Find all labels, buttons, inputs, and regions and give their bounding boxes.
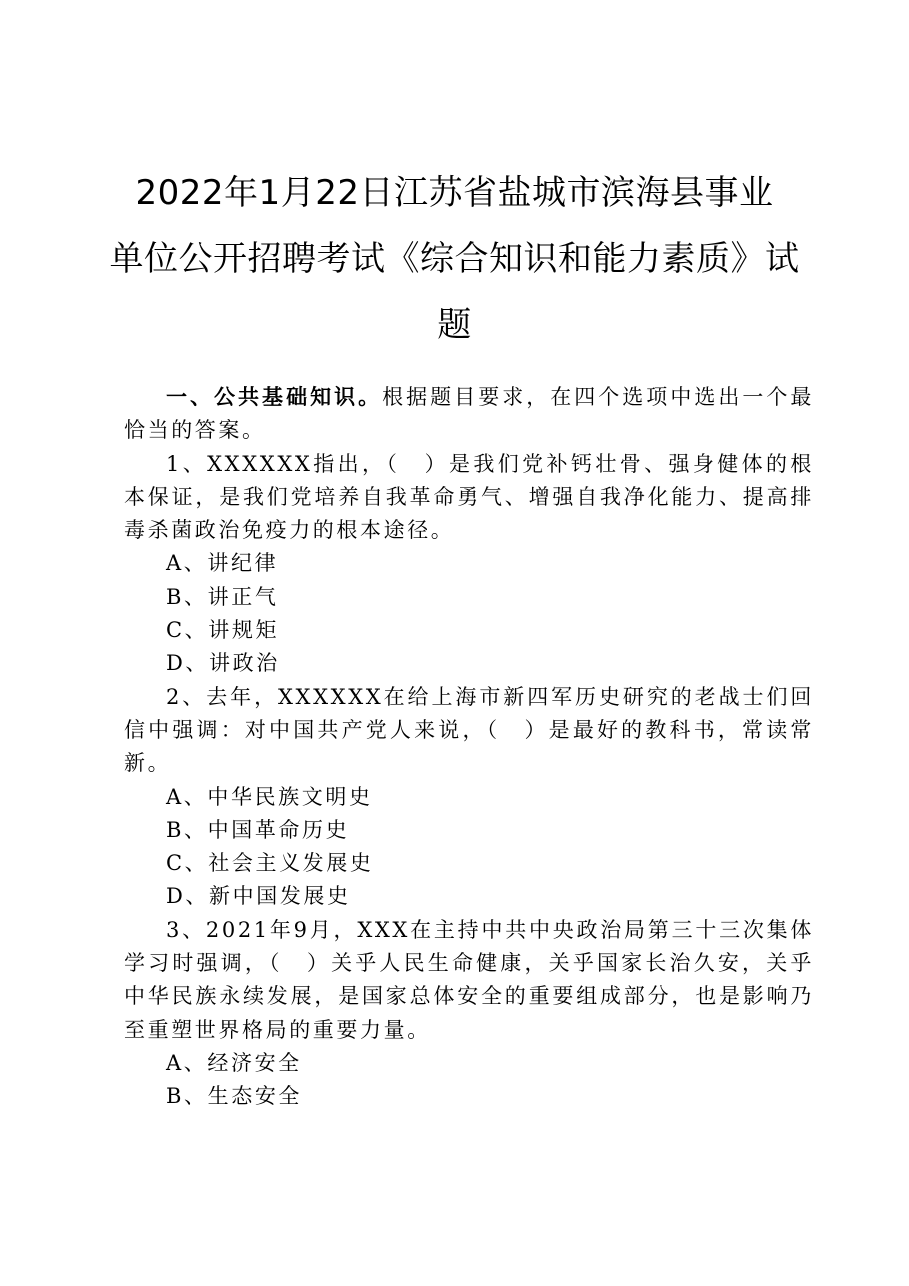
question-option: A、经济安全: [166, 1050, 302, 1075]
title-line-1: 2022年1月22日江苏省盐城市滨海县事业: [135, 173, 774, 213]
question-option: B、生态安全: [166, 1084, 303, 1109]
title-line-2: 单位公开招聘考试《综合知识和能力素质》试: [109, 239, 800, 279]
question-stem: 3、2021年9月，XXX在主持中共中央政治局第三十三次集体学习时强调，（ ）关乎人民生命健康，关乎国家长治久安，关乎中华民族永续发展，是国家总体安全的重要组成部分，也是影响乃至重塑世界格局的重要力量。: [124, 917, 814, 1042]
section-heading: 一、公共基础知识。: [166, 385, 383, 409]
question-option: C、讲规矩: [166, 618, 280, 643]
document-title: [90, 160, 819, 358]
section-intro: [124, 381, 814, 448]
document-body: [124, 381, 814, 1114]
question-stem: 2、去年，XXXXXX在给上海市新四军历史研究的老战士们回信中强调：对中国共产党人来说，（ ）是最好的教科书，常读常新。: [124, 684, 814, 776]
question-option: C、社会主义发展史: [166, 851, 374, 876]
question-option: D、新中国发展史: [166, 884, 351, 909]
question-option: A、中华民族文明史: [166, 784, 373, 809]
question-option: D、讲政治: [166, 651, 280, 676]
section-instruction: 根据题目要求，在四个选项中选出一个最恰当的答案。: [124, 385, 814, 443]
title-line-3: 题: [437, 305, 472, 345]
question-stem: 1、XXXXXX指出，（ ）是我们党补钙壮骨、强身健体的根本保证，是我们党培养自我革命勇气、增强自我净化能力、提高排毒杀菌政治免疫力的根本途径。: [124, 451, 814, 543]
question-option: A、讲纪律: [166, 551, 279, 576]
question-option: B、讲正气: [166, 584, 279, 609]
question-option: B、中国革命历史: [166, 817, 350, 842]
